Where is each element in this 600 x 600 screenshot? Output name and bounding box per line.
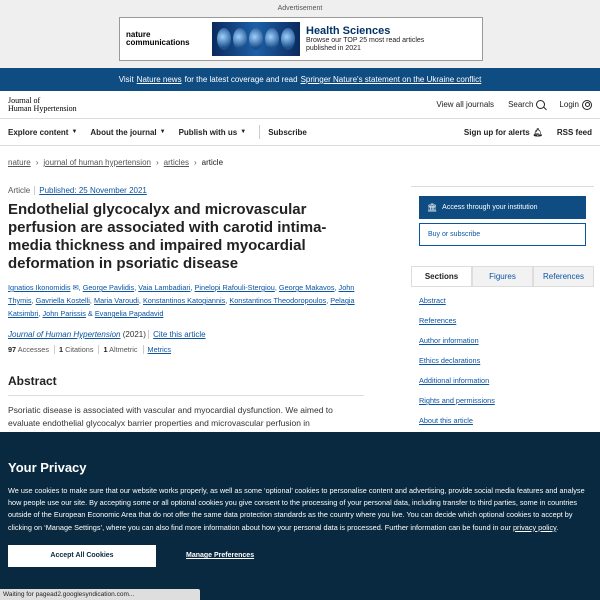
ad-text: Health Sciences Browse our TOP 25 most read articles published in 2021 bbox=[306, 25, 425, 52]
metrics-link[interactable]: Metrics bbox=[143, 345, 172, 354]
author-link[interactable]: Pelagia Katsimbri bbox=[8, 296, 355, 318]
cite-article-link[interactable]: Cite this article bbox=[148, 330, 205, 339]
view-all-journals-link[interactable]: View all journals bbox=[436, 100, 495, 109]
email-icon[interactable]: ✉ bbox=[70, 283, 79, 292]
accept-all-cookies-button[interactable]: Accept All Cookies bbox=[8, 545, 156, 567]
author-link[interactable]: Konstantinos Theodoropoulos bbox=[229, 296, 327, 305]
article-meta bbox=[8, 186, 364, 195]
rss-feed-link[interactable]: RSS feed bbox=[556, 127, 592, 137]
privacy-title: Your Privacy bbox=[8, 460, 87, 475]
institution-access-button[interactable]: 🏛︎ Access through your institution bbox=[419, 196, 586, 219]
author-link[interactable]: Gavriella Kostelli bbox=[35, 296, 90, 305]
author-link[interactable]: John Thymis bbox=[8, 283, 355, 305]
article-metrics: 97 Accesses 1 Citations 1 Altmetric Metrics bbox=[8, 345, 172, 354]
advertisement-banner[interactable] bbox=[119, 17, 483, 61]
bell-icon: 🔔︎ bbox=[532, 127, 543, 137]
section-link-references[interactable]: References bbox=[419, 316, 457, 325]
site-header bbox=[0, 91, 600, 119]
author-link[interactable]: George Makavos bbox=[278, 283, 335, 292]
tab-references[interactable]: References bbox=[533, 266, 594, 286]
article-type: Article bbox=[8, 186, 31, 195]
author-link[interactable]: Konstantinos Katogiannis bbox=[142, 296, 226, 305]
author-link[interactable]: Pinelopi Rafouli-Stergiou bbox=[194, 283, 275, 292]
main-navigation bbox=[0, 119, 600, 146]
ad-title: Health Sciences bbox=[306, 25, 391, 37]
chevron-down-icon: ▼ bbox=[240, 129, 247, 135]
article-title: Endothelial glycocalyx and microvascular perfusion are associated with carotid intima-media thickness and impaired myocardial deformation in psoriatic disease bbox=[8, 201, 327, 272]
notice-bar: Visit Nature news for the latest coverage and read Springer Nature's statement on the Ukraine conflict bbox=[0, 68, 600, 91]
chevron-down-icon: ▼ bbox=[71, 129, 78, 135]
article-year: (2021) bbox=[122, 330, 146, 339]
article-main bbox=[8, 186, 364, 430]
search-icon bbox=[536, 100, 545, 109]
chevron-right-icon: › bbox=[194, 158, 197, 167]
about-journal-menu[interactable]: About the journal ▼ bbox=[90, 127, 166, 137]
chevron-right-icon: › bbox=[155, 158, 159, 167]
sidebar-tabs bbox=[411, 266, 594, 287]
privacy-policy-link[interactable]: privacy policy bbox=[513, 522, 557, 532]
buy-subscribe-button[interactable]: Buy or subscribe bbox=[419, 223, 586, 246]
nav-divider bbox=[259, 125, 260, 139]
author-link[interactable]: Ignatios Ikonomidis bbox=[8, 283, 71, 292]
section-link-additional-information[interactable]: Additional information bbox=[419, 376, 490, 385]
author-link[interactable]: John Parissis bbox=[42, 309, 86, 318]
cookie-consent-banner bbox=[0, 432, 600, 600]
tab-figures[interactable]: Figures bbox=[472, 266, 533, 286]
user-icon bbox=[582, 100, 592, 110]
article-sidebar bbox=[411, 186, 594, 431]
advertisement-strip bbox=[0, 0, 600, 68]
chevron-right-icon: › bbox=[35, 158, 39, 167]
abstract-heading: Abstract bbox=[8, 374, 57, 388]
author-link[interactable]: Maria Varoudi bbox=[93, 296, 139, 305]
journal-name-link[interactable]: Journal of Human Hypertension bbox=[8, 330, 121, 339]
author-link[interactable]: Evangelia Papadavid bbox=[94, 309, 164, 318]
citation-line bbox=[8, 330, 364, 339]
privacy-text: We use cookies to make sure that our website works properly, as well as some ‘optional’ cookies to personalise content and advertising, provide social media features and analyse how people use our site. By accepting some or all optional cookies you give consent to the processing of your personal data, including transfer to third parties, some in countries outside of the European Economic Area that do not offer the same data protection standards as the country where you live. You can decide which optional cookies to accept by clicking on ‘Manage Settings’, where you can also find more information about how your personal data is processed. Further information can be found in our privacy policy. bbox=[8, 486, 585, 532]
chevron-down-icon: ▼ bbox=[159, 129, 166, 135]
journal-logo[interactable]: Journal of Human Hypertension bbox=[8, 95, 77, 113]
publish-with-us-menu[interactable]: Publish with us ▼ bbox=[178, 127, 247, 137]
institution-icon: 🏛︎ bbox=[427, 203, 438, 212]
search-button[interactable]: Search bbox=[508, 100, 545, 109]
subscribe-link[interactable]: Subscribe bbox=[268, 127, 307, 137]
author-link[interactable]: Vaia Lambadiari bbox=[138, 283, 191, 292]
publish-date[interactable]: Published: 25 November 2021 bbox=[34, 186, 147, 195]
section-link-author-information[interactable]: Author information bbox=[419, 336, 479, 345]
breadcrumb-articles[interactable]: articles bbox=[163, 158, 189, 167]
tab-sections[interactable]: Sections bbox=[411, 266, 472, 286]
breadcrumb-journal[interactable]: journal of human hypertension bbox=[43, 158, 151, 167]
ukraine-statement-link[interactable]: Springer Nature's statement on the Ukraine conflict bbox=[300, 75, 482, 84]
manage-preferences-button[interactable]: Manage Preferences bbox=[186, 552, 255, 560]
section-link-rights[interactable]: Rights and permissions bbox=[419, 396, 495, 405]
nature-news-link[interactable]: Nature news bbox=[136, 75, 182, 84]
explore-content-menu[interactable]: Explore content ▼ bbox=[8, 127, 78, 137]
breadcrumb bbox=[8, 158, 223, 167]
author-link[interactable]: George Pavlidis bbox=[82, 283, 135, 292]
section-link-ethics[interactable]: Ethics declarations bbox=[419, 356, 481, 365]
section-list bbox=[411, 291, 594, 431]
sign-up-alerts-link[interactable]: Sign up for alerts 🔔︎ bbox=[463, 127, 543, 137]
author-list: Ignatios Ikonomidis ✉, George Pavlidis, Vaia Lambadiari, Pinelopi Rafouli-Stergiou, George Makavos, John Thymis, Gavriella Kostelli, Maria Varoudi, Konstantinos Katogiannis, Konstantinos Theodoropoulos, Pelagia Katsimbri, John Parissis & Evangelia Papadavid bbox=[8, 283, 355, 318]
section-link-about-article[interactable]: About this article bbox=[419, 416, 473, 425]
abstract-divider bbox=[8, 395, 364, 396]
brain-scan-image bbox=[212, 22, 300, 56]
advertisement-label: Advertisement bbox=[277, 5, 323, 12]
breadcrumb-current: article bbox=[201, 158, 224, 167]
breadcrumb-nature[interactable]: nature bbox=[8, 158, 31, 167]
login-button[interactable]: Login bbox=[559, 100, 592, 110]
section-link-abstract[interactable]: Abstract bbox=[419, 296, 446, 305]
ad-logo: nature communications bbox=[126, 30, 190, 47]
abstract-text: Psoriatic disease is associated with vascular and myocardial dysfunction. We aimed to evaluate endothelial glycocalyx barrier properties and microvascular perfusion in bbox=[8, 405, 333, 428]
browser-status-bar: Waiting for pagead2.googlesyndication.com... bbox=[0, 589, 200, 600]
